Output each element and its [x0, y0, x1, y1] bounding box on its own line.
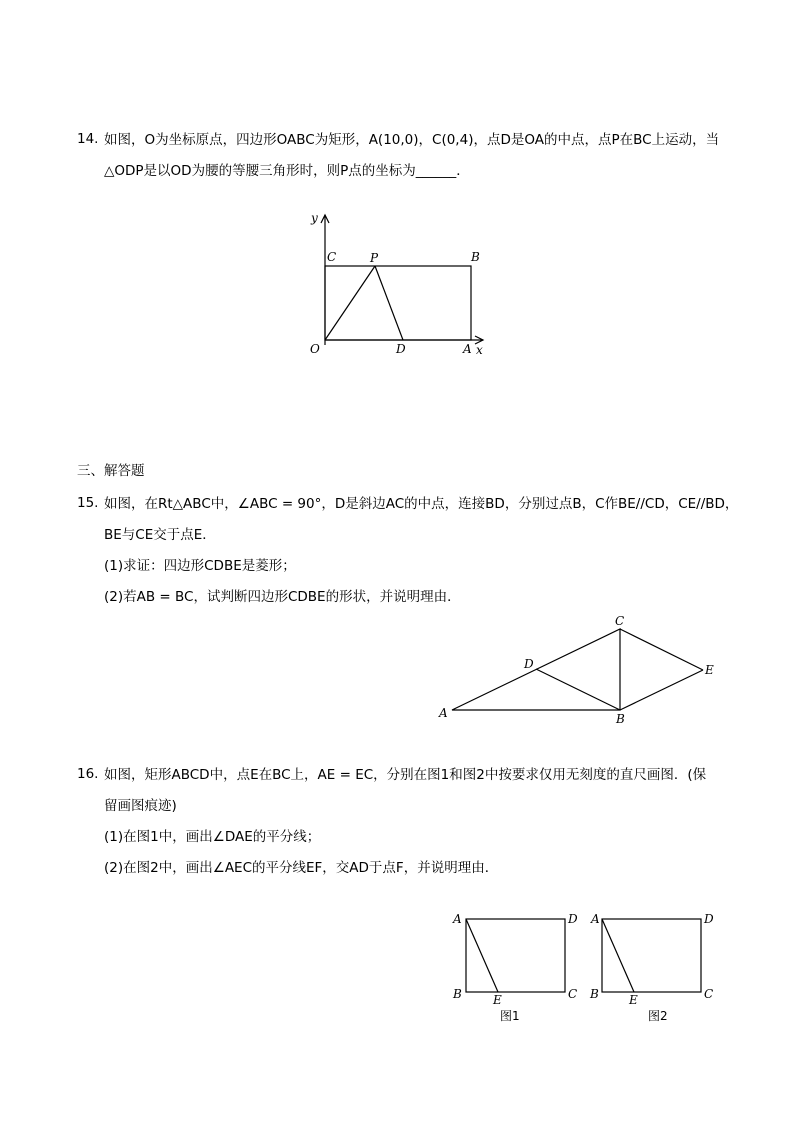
- label-A: A: [453, 912, 462, 926]
- label-E: E: [705, 663, 714, 677]
- rectangle-figure-1: [450, 905, 590, 1030]
- label-B: B: [616, 712, 625, 726]
- question-number: 16.: [77, 766, 99, 782]
- label-x: x: [476, 343, 483, 357]
- question-text: 留画图痕迹): [104, 798, 177, 814]
- question-number: 15.: [77, 495, 99, 511]
- label-C: C: [568, 987, 578, 1001]
- label-D: D: [568, 912, 578, 926]
- label-E: E: [493, 993, 502, 1007]
- question-part-2: (2)若AB = BC，试判断四边形CDBE的形状，并说明理由．: [104, 589, 461, 605]
- rhombus-figure: [430, 610, 730, 730]
- question-part-2: (2)在图2中，画出∠AEC的平分线EF，交AD于点F，并说明理由．: [104, 860, 499, 876]
- rectangle-figure-2: [588, 905, 728, 1030]
- label-C: C: [704, 987, 714, 1001]
- figure-caption: 图1: [500, 1009, 520, 1023]
- label-D: D: [524, 657, 534, 671]
- coordinate-rectangle-figure: [300, 205, 500, 365]
- label-C: C: [615, 614, 625, 628]
- label-P: P: [370, 251, 379, 265]
- label-A: A: [463, 342, 472, 356]
- label-y: y: [311, 211, 318, 225]
- figure-caption: 图2: [648, 1009, 668, 1023]
- question-text: 如图，矩形ABCD中，点E在BC上，AE = EC，分别在图1和图2中按要求仅用无刻度的直尺画图．(保: [104, 767, 707, 783]
- question-number: 14.: [77, 131, 99, 147]
- question-text: 如图，在Rt△ABC中，∠ABC = 90°，D是斜边AC的中点，连接BD，分别过点B，C作BE//CD，CE//BD，: [104, 496, 739, 512]
- label-B: B: [590, 987, 599, 1001]
- label-D: D: [396, 342, 406, 356]
- question-part-1: (1)在图1中，画出∠DAE的平分线；: [104, 829, 321, 845]
- question-text: △ODP是以OD为腰的等腰三角形时，则P点的坐标为______．: [104, 163, 470, 179]
- question-part-1: (1)求证：四边形CDBE是菱形；: [104, 558, 296, 574]
- question-text: BE与CE交于点E．: [104, 527, 216, 543]
- label-C: C: [327, 250, 337, 264]
- label-D: D: [704, 912, 714, 926]
- label-A: A: [591, 912, 600, 926]
- label-O: O: [310, 342, 320, 356]
- label-B: B: [471, 250, 480, 264]
- label-E: E: [629, 993, 638, 1007]
- label-B: B: [453, 987, 462, 1001]
- label-A: A: [439, 706, 448, 720]
- section-title: 三、解答题: [77, 463, 145, 479]
- question-text: 如图，O为坐标原点，四边形OABC为矩形，A(10,0)，C(0,4)，点D是OA的中点，点P在BC上运动，当: [104, 132, 720, 148]
